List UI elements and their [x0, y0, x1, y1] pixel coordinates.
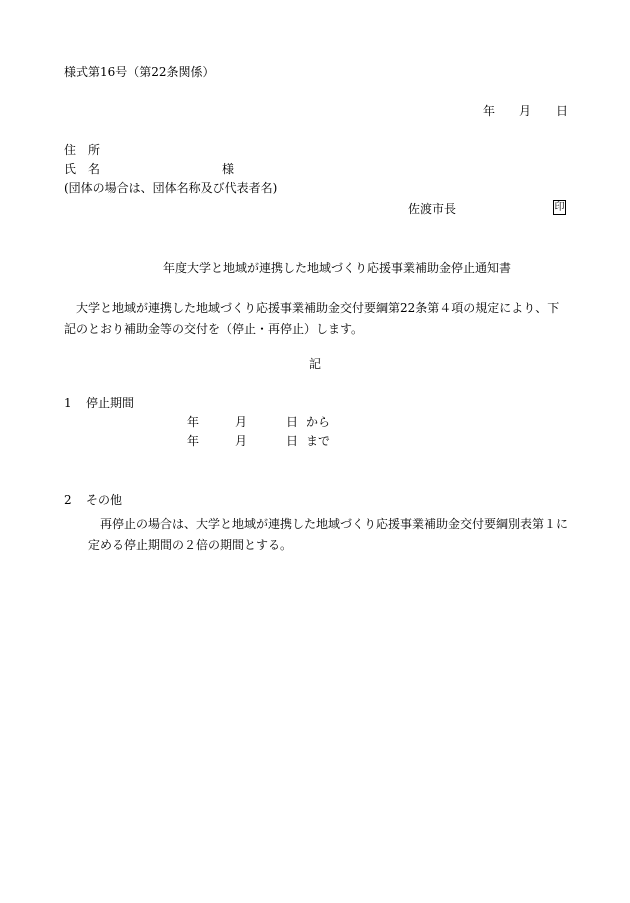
sender-title: 佐渡市長 — [408, 202, 457, 216]
organization-note: (団体の場合は、団体名称及び代表者名) — [64, 181, 278, 195]
document-title: 年度大学と地域が連携した地域づくり応援事業補助金停止通知書 — [163, 261, 512, 275]
ki-heading: 記 — [309, 357, 322, 371]
recipient-name-label: 氏名 — [64, 162, 113, 176]
period-from-day: 日 — [286, 415, 299, 429]
period-to-suffix: まで — [306, 434, 331, 448]
item-1-heading — [64, 397, 134, 409]
date-day-label: 日 — [556, 104, 569, 118]
period-from-month: 月 — [235, 415, 248, 429]
document-body: 大学と地域が連携した地域づくり応援事業補助金交付要綱第22条第４項の規定により、下記のとおり補助金等の交付を（停止・再停止）します。 — [64, 301, 560, 336]
period-from-suffix: から — [306, 415, 331, 429]
period-to-month: 月 — [235, 434, 248, 448]
item-2-number: 2 — [64, 493, 72, 507]
date-year-label: 年 — [483, 104, 496, 118]
item-1-number: 1 — [64, 396, 72, 410]
date-month-label: 月 — [519, 104, 532, 118]
item-1-label: 停止期間 — [86, 396, 135, 410]
period-to-day: 日 — [286, 434, 299, 448]
item-2-label: その他 — [86, 493, 123, 507]
recipient-address-label: 住所 — [64, 143, 113, 157]
period-to-year: 年 — [187, 434, 200, 448]
seal-stamp: 印 — [554, 202, 565, 213]
form-number: 様式第16号（第22条関係） — [64, 65, 215, 79]
recipient-honorific: 様 — [222, 162, 235, 176]
item-2-body: 再停止の場合は、大学と地域が連携した地域づくり応援事業補助金交付要綱別表第１に定める停止期間の２倍の期間とする。 — [88, 517, 569, 552]
item-2-heading — [64, 494, 122, 506]
period-from-year: 年 — [187, 415, 200, 429]
